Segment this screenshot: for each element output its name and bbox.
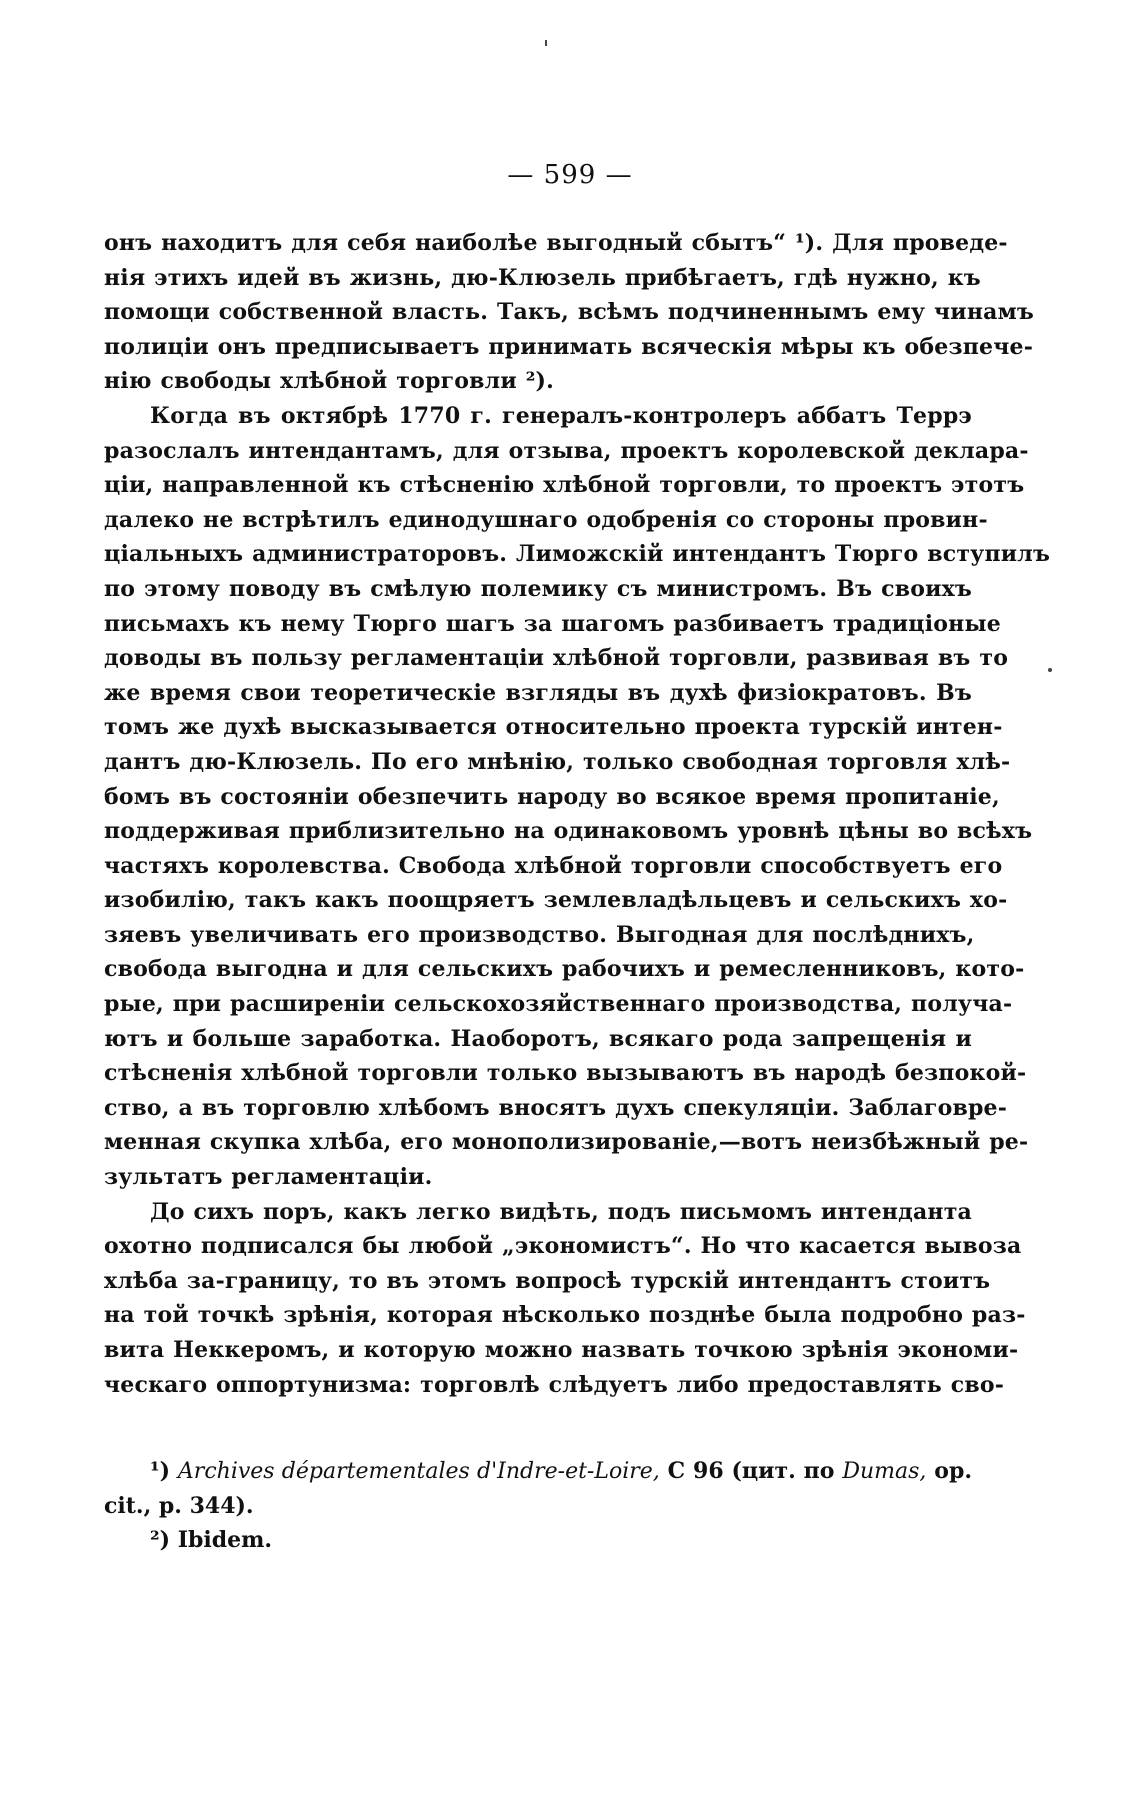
text-line: ческаго оппортунизма: торговлѣ слѣдуетъ либо предоставлять сво- [104,1371,1005,1398]
text-line: нію свободы хлѣбной торговли ²). [104,368,555,395]
text-line: зультатъ регламентаціи. [104,1164,433,1191]
text-line: вита Неккеромъ, и которую можно назвать точкою зрѣнія экономи- [104,1337,1019,1363]
text-line: ютъ и больше заработка. Наоборотъ, всякаго рода запрещенія и [104,1025,972,1052]
text-line: свобода выгодна и для сельскихъ рабочихъ и ремесленниковъ, кото- [104,956,1025,983]
text-line: хлѣба за-границу, то въ этомъ вопросѣ турскій интендантъ стоитъ [104,1267,991,1294]
footnote-op: op. [934,1458,972,1484]
text-line: письмахъ къ нему Тюрго шагъ за шагомъ разбиваетъ традиціоныe [104,610,1001,637]
footnote-reference: C 96 (цит. по [667,1458,835,1484]
page-number: — 599 — [507,160,633,190]
text-line: менная скупка хлѣба, его монополизированіе,—вотъ неизбѣжный ре- [104,1129,1029,1156]
text-line: стѣсненія хлѣбной торговли только вызываютъ въ народѣ безпокой- [104,1060,1027,1087]
text-line: охотно подписался бы любой „экономистъ“. Но что касается вывоза [104,1233,1022,1260]
main-text [104,226,1051,1402]
footnote-text: Ibidem. [177,1527,273,1553]
text-line: онъ находитъ для себя наиболѣе выгодный сбытъ“ ¹). Для проведе- [104,230,1008,256]
text-line: далеко не встрѣтилъ единодушнаго одобренія со стороны провин- [104,506,988,533]
text-line: бомъ въ состояніи обезпечить народу во всякое время пропитаніе, [104,783,1000,810]
text-line: поддерживая приблизительно на одинаковомъ уровнѣ цѣны во всѣхъ [104,818,1033,845]
scan-speck [1048,668,1052,672]
scan-speck [545,40,547,46]
text-line: дантъ дю-Клюзель. По его мнѣнію, только свободная торговля хлѣ- [104,748,1011,775]
footnote-2 [104,1523,972,1557]
footnote-1 [104,1454,972,1489]
text-line: частяхъ королевства. Свобода хлѣбной торговли способствуетъ его [104,852,1003,879]
text-line: разослалъ интендантамъ, для отзыва, проектъ королевской деклара- [104,437,1029,464]
text-line: ціальныхъ администраторовъ. Лиможскій интендантъ Тюрго вступилъ [104,541,1051,568]
footnote-marker: ²) [150,1527,171,1553]
footnotes [104,1454,972,1557]
text-line: ство, а въ торговлю хлѣбомъ вносятъ духъ спекуляціи. Заблаговре- [104,1094,1008,1121]
text-line: доводы въ пользу регламентаціи хлѣбной торговли, развивая въ то [104,645,1009,672]
text-line: полиціи онъ предписываетъ принимать всяческія мѣры къ обезпече- [104,333,1034,360]
text-line: томъ же духѣ высказывается относительно проекта турскій интен- [104,714,1003,741]
text-line: изобилію, такъ какъ поощряетъ землевладѣльцевъ и сельскихъ хо- [104,887,1008,914]
text-line: ціи, направленной къ стѣсненію хлѣбной торговли, то проектъ этотъ [104,472,1025,499]
paragraph-start-line: Когда въ октябрѣ 1770 г. генералъ-контролеръ аббатъ Террэ [150,402,972,429]
text-line: на той точкѣ зрѣнія, которая нѣсколько позднѣе была подробно раз- [104,1302,1026,1329]
text-line: нія этихъ идей въ жизнь, дю-Клюзель прибѣгаетъ, гдѣ нужно, къ [104,264,981,291]
footnote-marker: ¹) [150,1458,171,1484]
text-line: по этому поводу въ смѣлую полемику съ министромъ. Въ своихъ [104,575,972,602]
footnote-author: Dumas, [842,1459,927,1484]
text-line: помощи собственной власть. Такъ, всѣмъ подчиненнымъ ему чинамъ [104,299,1034,326]
footnote-source-title: Archives départementales d'Indre-et-Loire, [177,1459,660,1484]
paragraph-start-line: До сихъ поръ, какъ легко видѣть, подъ письмомъ интенданта [150,1198,972,1225]
text-line: же время свои теоретическіе взгляды въ духѣ физіократовъ. Въ [104,679,972,706]
footnote-1-continuation: cit., p. 344). [104,1493,254,1519]
text-line: зяевъ увеличивать его производство. Выгодная для послѣднихъ, [104,921,975,948]
text-line: рые, при расширеніи сельскохозяйственнаго производства, получа- [104,991,1013,1018]
